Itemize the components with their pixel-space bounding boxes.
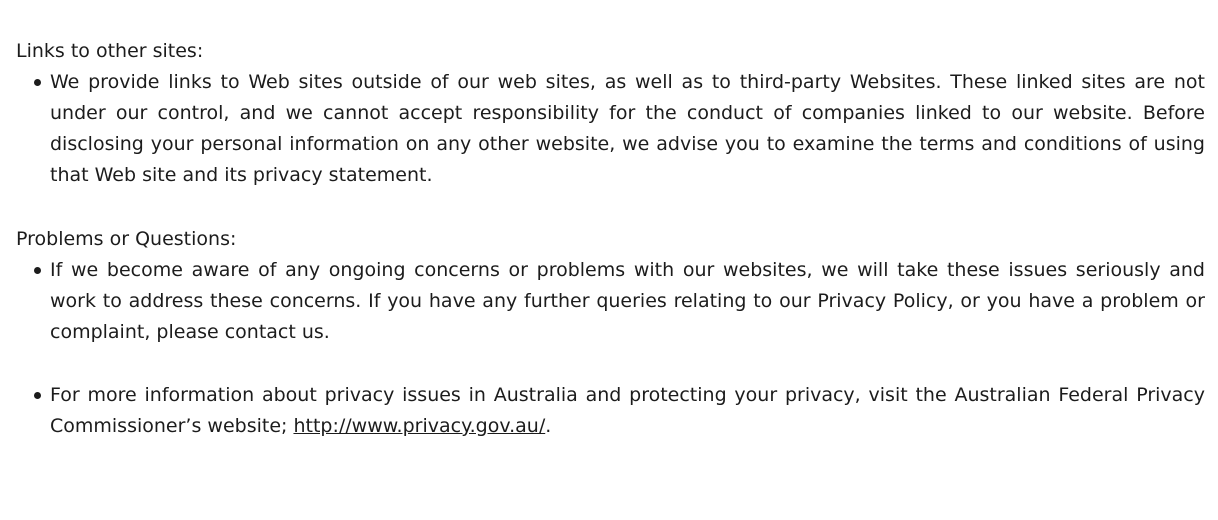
- list-item-links-other-sites: [50, 67, 1205, 191]
- list-item-text: If we become aware of any ongoing concerns or problems with our websites, we will take these issues seriously and work to address these concerns. If you have any further queries relating to our Privacy Policy, or you have a problem or complaint, please contact us.: [50, 259, 1205, 343]
- list-item-text: We provide links to Web sites outside of our web sites, as well as to third-party Websites. These linked sites are not under our control, and we cannot accept responsibility for the conduct of companies linked to our website. Before disclosing your personal information on any other website, we advise you to examine the terms and conditions of using that Web site and its privacy statement.: [50, 71, 1205, 186]
- list-item-text-before-link: For more information about privacy issues in Australia and protecting your privacy, visit the Australian Federal Privacy Commissioner’s website;: [50, 384, 1205, 437]
- list-item-text-after-link: .: [545, 415, 552, 437]
- section-heading-problems: Problems or Questions:: [16, 228, 237, 250]
- section-heading-links: Links to other sites:: [16, 40, 204, 62]
- bullet-icon: [34, 267, 41, 274]
- bullet-icon: [34, 79, 41, 86]
- list-item-concerns: [50, 255, 1205, 348]
- privacy-gov-link[interactable]: http://www.privacy.gov.au/: [293, 415, 546, 437]
- bullet-icon: [34, 392, 41, 399]
- list-item-more-information: [50, 380, 1205, 442]
